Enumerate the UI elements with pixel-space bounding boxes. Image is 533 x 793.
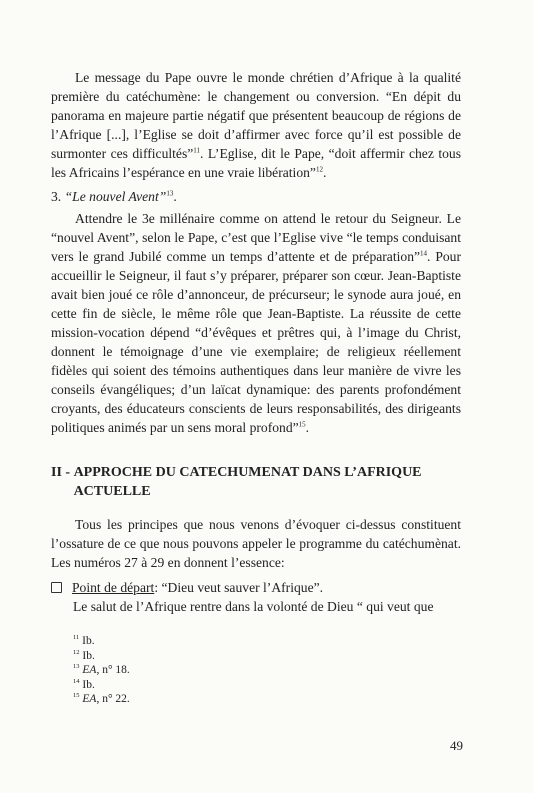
footnote-number: 13: [73, 663, 80, 671]
para3-text: Tous les principes que nous venons d’évoquer ci-dessus constituent l’ossature de ce que nous pouvons appeler le programme du catéchumènat. Les numéros 27 à 29 en donnent l’essence:: [51, 517, 461, 570]
para2-end: .: [305, 420, 310, 435]
footnote-text: , n° 18.: [96, 664, 130, 676]
para1-end: .: [322, 165, 327, 180]
section-heading-nouvel-avent: [51, 187, 461, 206]
footnote-number: 11: [73, 634, 80, 642]
footnote-text: Ib.: [82, 635, 95, 647]
bullet-point-depart: [51, 578, 461, 597]
footnote-number: 14: [73, 677, 80, 685]
footnote-text: Ib.: [82, 678, 95, 691]
footnote-italic: EA: [82, 693, 97, 705]
section-title: “Le nouvel Avent”: [64, 189, 167, 204]
para1-text: Le message du Pape ouvre le monde chrétien d’Afrique à la qualité première du catéchumène: le changement ou conversion. “En dépit du panorama en majeure partie négatif que présentent beaucoup de régions de l’Afrique [...], l’Eglise se doit d’affirmer avec force qu’il est possible de surmonter ces difficultés”: [51, 70, 461, 161]
footnote-italic: EA: [82, 664, 97, 676]
chapter-title: APPROCHE DU CATECHUMENAT DANS L’AFRIQUE ACTUELLE: [73, 465, 422, 499]
footnote-ref-13: 13: [166, 189, 174, 198]
chapter-number: II -: [51, 465, 74, 480]
footnotes-list: [51, 634, 461, 707]
footnote-item: [73, 678, 461, 693]
page-body: [51, 68, 461, 707]
footnote-text: Ib.: [82, 649, 95, 662]
footnote-item: [73, 692, 461, 707]
checkbox-bullet-icon: [51, 582, 62, 593]
footnote-ref-11: 11: [193, 146, 201, 155]
bullet-label: Point de départ: [72, 580, 155, 595]
footnote-number: 12: [73, 648, 80, 656]
paragraph-principes: [51, 515, 461, 572]
footnote-text: , n° 22.: [96, 693, 130, 705]
chapter-heading: [51, 463, 461, 501]
bullet-continuation: Le salut de l’Afrique rentre dans la volonté de Dieu “ qui veut que: [73, 599, 434, 614]
footnote-item: [73, 634, 461, 649]
footnote-ref-14: 14: [420, 249, 428, 258]
footnote-item: [73, 649, 461, 664]
section-number: 3.: [51, 189, 62, 204]
paragraph-papal-message: [51, 68, 461, 182]
paragraph-nouvel-avent: [51, 209, 461, 437]
bullet-body: : “Dieu veut sauver l’Afrique”.: [154, 580, 324, 595]
para1-text2: . L’Eglise, dit le Pape, “doit affermir chez tous les Africains l’espérance en une vraie libération”: [51, 146, 461, 180]
page-number: 49: [450, 738, 463, 753]
footnote-ref-12: 12: [315, 165, 323, 174]
para2-text2: . Pour accueillir le Seigneur, il faut s’y préparer, préparer son cœur. Jean-Baptiste avait bien joué ce rôle d’annonceur, de précurseur; le synode aura joué, en cette fin de siècle, le même rôle que Jean-Baptiste. La réussite de cette mission-vocation dépend “d’évêques et prêtres qui, à l’image du Christ, donnent le témoignage d’une vie exemplaire; de religieux réellement fidèles qui soient des témoins authentiques dans leur manière de vivre les conseils évangéliques; d’un laïcat dynamique: des parents profondément croyants, des éducateurs conscients de leurs responsabilités, des dirigeants politiques animés par un sens moral profond”: [51, 249, 462, 435]
footnote-number: 15: [73, 692, 80, 700]
footnote-item: [73, 663, 461, 678]
para2-text1: Attendre le 3e millénaire comme on attend le retour du Seigneur. Le “nouvel Avent”, selon le Pape, c’est que l’Eglise vive “le temps conduisant vers le grand Jubilé comme un temps d’attente et de préparation”: [51, 211, 461, 264]
section-end: .: [173, 189, 177, 204]
bullet-text: [72, 578, 323, 597]
footnote-ref-15: 15: [298, 420, 306, 429]
